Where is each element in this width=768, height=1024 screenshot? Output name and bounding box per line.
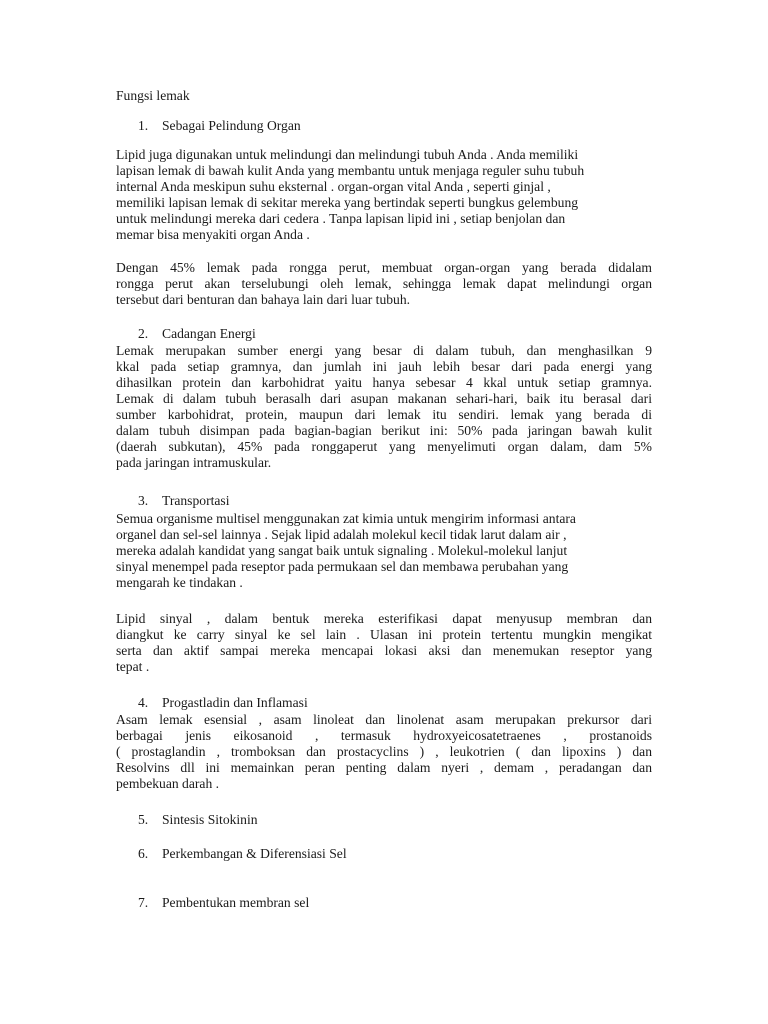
document-title: Fungsi lemak [116,88,190,103]
paragraph-line: internal Anda meskipun suhu eksternal . organ-organ vital Anda , seperti ginjal , [116,179,551,194]
paragraph-line: dihasilkan protein dan karbohidrat yaitu hanya sebesar 4 kkal untuk setiap gramnya. [116,375,652,390]
paragraph-line: untuk melindungi mereka dari cedera . Tanpa lapisan lipid ini , setiap benjolan dan [116,211,566,226]
paragraph-line: organel dan sel-sel lainnya . Sejak lipid adalah molekul kecil tidak larut dalam air , [116,527,567,542]
paragraph-4-1 [116,712,652,792]
paragraph-line: (daerah subkutan), 45% pada ronggaperut yang menyelimuti organ dalam, dam 5% [116,439,652,454]
section-number: 3. [138,493,149,508]
paragraph-line: mereka adalah kandidat yang sangat baik untuk signaling . Molekul-molekul lanjut [116,543,568,558]
paragraph-line: Lipid sinyal , dalam bentuk mereka esterifikasi dapat menyusup membran dan [116,611,652,626]
section-heading-1 [138,118,301,134]
paragraph-line: Semua organisme multisel menggunakan zat kimia untuk mengirim informasi antara [116,511,576,526]
section-number: 1. [138,118,149,133]
section-number: 6. [138,846,149,861]
paragraph-line: sumber karbohidrat, protein, maupun dari lemak itu sendiri. lemak yang berada di [116,407,652,422]
section-number: 5. [138,812,149,827]
paragraph-line: memar bisa menyakiti organ Anda . [116,227,310,242]
section-heading-3 [138,493,229,509]
paragraph-3-1 [116,511,652,591]
section-number: 4. [138,695,149,710]
paragraph-line: Lemak merupakan sumber energi yang besar di dalam tubuh, dan menghasilkan 9 [116,343,652,358]
paragraph-line: berbagai jenis eikosanoid , termasuk hydroxyeicosatetraenes , prostanoids [116,728,652,743]
paragraph-line: tepat . [116,659,150,674]
paragraph-line: pada jaringan intramuskular. [116,455,272,470]
paragraph-line: diangkut ke carry sinyal ke sel lain . Ulasan ini protein tertentu mungkin mengikat [116,627,652,642]
section-title: Pembentukan membran sel [162,895,310,910]
paragraph-1-1 [116,147,652,243]
paragraph-line: Lipid juga digunakan untuk melindungi dan melindungi tubuh Anda . Anda memiliki [116,147,579,162]
section-title: Perkembangan & Diferensiasi Sel [162,846,347,861]
section-heading-6 [138,846,347,862]
section-title: Sebagai Pelindung Organ [162,118,301,133]
section-number: 2. [138,326,149,341]
section-number: 7. [138,895,149,910]
section-heading-5 [138,812,258,828]
paragraph-line: kkal pada setiap gramnya, dan jumlah ini jauh lebih besar dari pada energi yang [116,359,652,374]
paragraph-line: sinyal menempel pada reseptor pada permukaan sel dan membawa perubahan yang [116,559,569,574]
section-heading-2 [138,326,256,342]
paragraph-line: serta dan aktif sampai mereka mencapai lokasi aksi dan menemukan reseptor yang [116,643,652,658]
paragraph-line: Lemak di dalam tubuh berasalh dari asupan makanan sehari-hari, baik itu berasal dari [116,391,652,406]
paragraph-line: tersebut dari benturan dan bahaya lain dari luar tubuh. [116,292,411,307]
paragraph-line: rongga perut akan terselubungi oleh lemak, sehingga lemak dapat melindungi organ [116,276,652,291]
section-heading-4 [138,695,308,711]
paragraph-line: Asam lemak esensial , asam linoleat dan linolenat asam merupakan prekursor dari [116,712,652,727]
paragraph-line: Resolvins dll ini memainkan peran penting dalam nyeri , demam , peradangan dan [116,760,652,775]
section-title: Progastladin dan Inflamasi [162,695,308,710]
paragraph-line: dalam tubuh disimpan pada bagian-bagian berikut ini: 50% pada jaringan bawah kulit [116,423,652,438]
section-title: Cadangan Energi [162,326,256,341]
section-title: Sintesis Sitokinin [162,812,258,827]
paragraph-line: Dengan 45% lemak pada rongga perut, membuat organ-organ yang berada didalam [116,260,652,275]
paragraph-line: memiliki lapisan lemak di sekitar mereka yang bertindak seperti bungkus gelembung [116,195,579,210]
paragraph-line: pembekuan darah . [116,776,220,791]
paragraph-3-2 [116,611,652,675]
paragraph-line: ( prostaglandin , tromboksan dan prostacyclins ) , leukotrien ( dan lipoxins ) dan [116,744,652,759]
section-heading-7 [138,895,309,911]
paragraph-2-1 [116,343,652,471]
section-title: Transportasi [162,493,230,508]
paragraph-1-2 [116,260,652,308]
paragraph-line: mengarah ke tindakan . [116,575,243,590]
paragraph-line: lapisan lemak di bawah kulit Anda yang membantu untuk menjaga reguler suhu tubuh [116,163,585,178]
